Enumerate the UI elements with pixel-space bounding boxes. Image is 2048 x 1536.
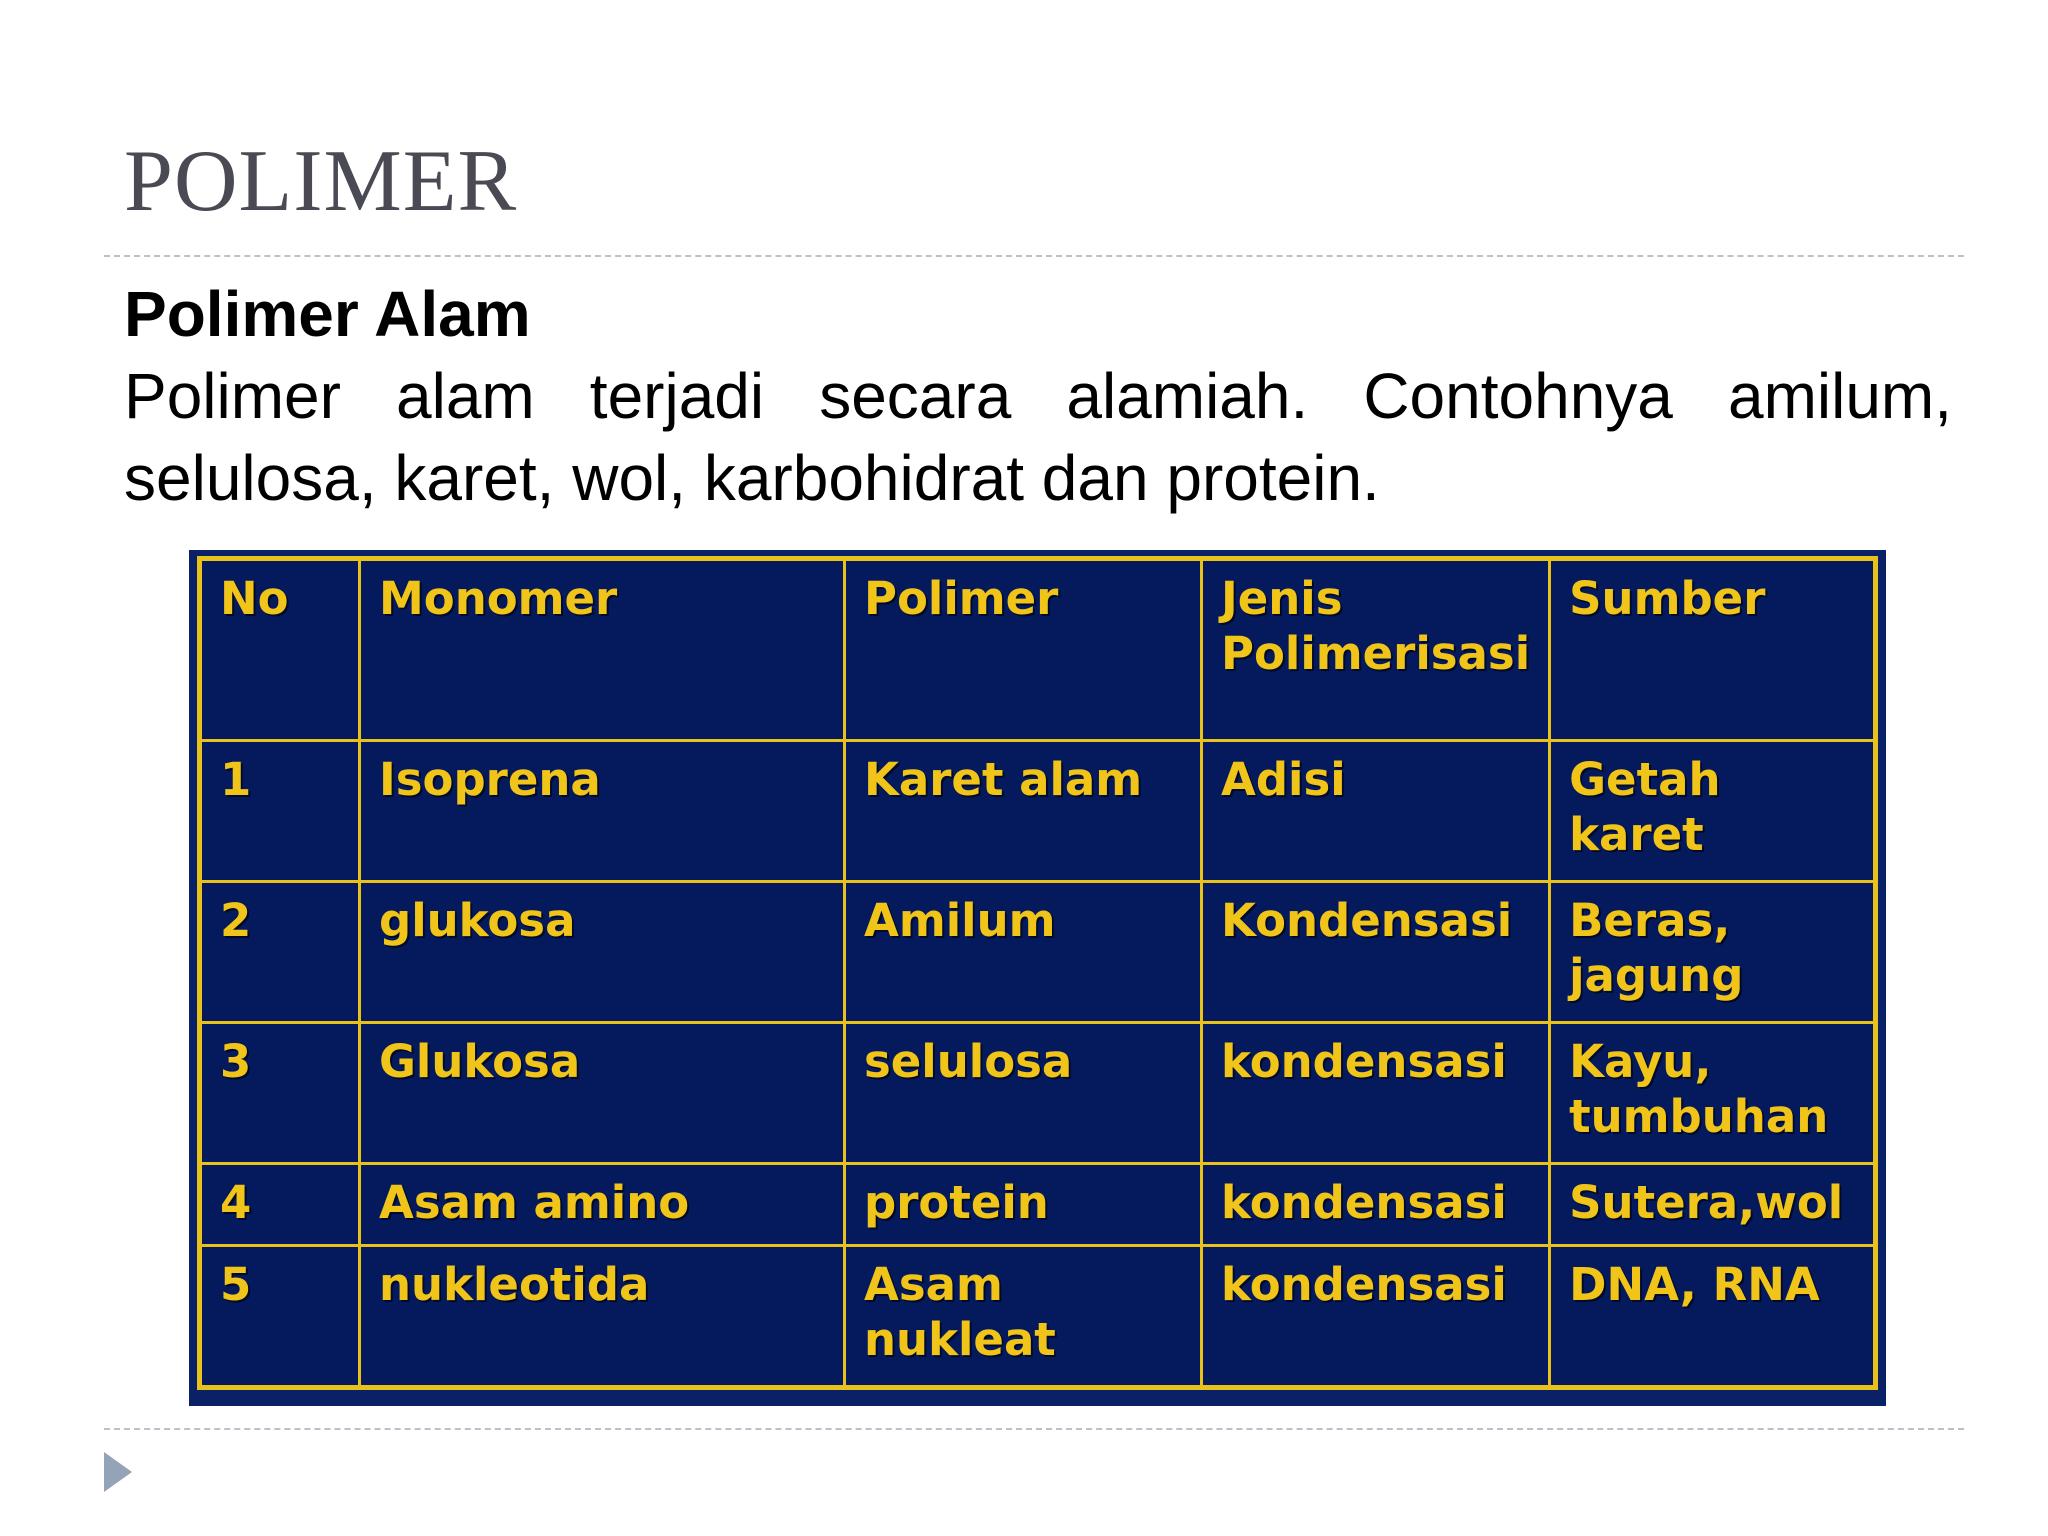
cell-polimer: selulosa (845, 1023, 1202, 1164)
cell-jenis: kondensasi (1202, 1164, 1550, 1246)
cell-monomer: nukleotida (360, 1245, 845, 1387)
header-jenis-polimerisasi: Jenis Polimerisasi (1202, 559, 1550, 741)
cell-monomer: Glukosa (360, 1023, 845, 1164)
top-divider (104, 255, 1964, 257)
table-row (200, 1245, 1876, 1387)
cell-no: 2 (200, 882, 360, 1023)
cell-polimer: Amilum (845, 882, 1202, 1023)
cell-sumber: Kayu, tumbuhan (1550, 1023, 1876, 1164)
body-paragraph: Polimer alam terjadi secara alamiah. Contohnya amilum, selulosa, karet, wol, karbohidrat dan protein. (124, 360, 1952, 514)
table-row (200, 882, 1876, 1023)
header-sumber: Sumber (1550, 559, 1876, 741)
cell-polimer: Karet alam (845, 741, 1202, 882)
table-row (200, 1023, 1876, 1164)
cell-jenis: kondensasi (1202, 1023, 1550, 1164)
play-arrow-icon (104, 1452, 132, 1492)
section-heading: Polimer Alam (124, 278, 531, 350)
cell-sumber: DNA, RNA (1550, 1245, 1876, 1387)
bottom-divider (104, 1428, 1964, 1430)
cell-monomer: Asam amino (360, 1164, 845, 1246)
cell-jenis: kondensasi (1202, 1245, 1550, 1387)
header-monomer: Monomer (360, 559, 845, 741)
cell-monomer: Isoprena (360, 741, 845, 882)
header-polimer: Polimer (845, 559, 1202, 741)
slide-title: POLIMER (124, 133, 518, 230)
cell-no: 4 (200, 1164, 360, 1246)
cell-sumber: Sutera,wol (1550, 1164, 1876, 1246)
polymer-table-container (189, 550, 1886, 1406)
cell-no: 3 (200, 1023, 360, 1164)
polymer-table (197, 556, 1878, 1390)
table-row (200, 741, 1876, 882)
cell-monomer: glukosa (360, 882, 845, 1023)
table-header-row (200, 559, 1876, 741)
cell-polimer: Asam nukleat (845, 1245, 1202, 1387)
cell-no: 1 (200, 741, 360, 882)
cell-sumber: Beras, jagung (1550, 882, 1876, 1023)
cell-no: 5 (200, 1245, 360, 1387)
cell-sumber: Getah karet (1550, 741, 1876, 882)
cell-jenis: Kondensasi (1202, 882, 1550, 1023)
cell-polimer: protein (845, 1164, 1202, 1246)
header-no: No (200, 559, 360, 741)
table-row (200, 1164, 1876, 1246)
cell-jenis: Adisi (1202, 741, 1550, 882)
